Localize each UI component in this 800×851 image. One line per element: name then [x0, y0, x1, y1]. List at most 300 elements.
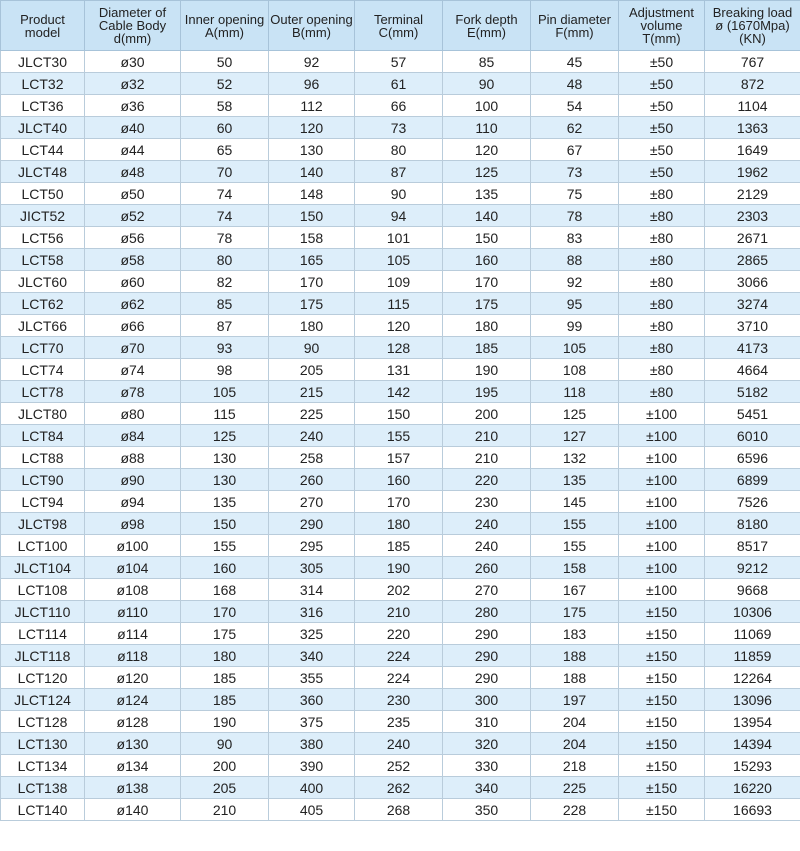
cell-terminal: 94 — [355, 205, 443, 227]
table-row — [1, 293, 800, 315]
header-product-model: Product model — [1, 1, 85, 51]
cell-product-model: LCT140 — [1, 799, 85, 821]
cell-inner-opening: 50 — [181, 51, 269, 73]
cell-pin-diameter: 78 — [531, 205, 619, 227]
cell-pin-diameter: 67 — [531, 139, 619, 161]
cell-outer-opening: 240 — [269, 425, 355, 447]
cell-adjustment-volume: ±80 — [619, 205, 705, 227]
table-row — [1, 469, 800, 491]
cell-inner-opening: 155 — [181, 535, 269, 557]
cell-outer-opening: 175 — [269, 293, 355, 315]
cell-terminal: 220 — [355, 623, 443, 645]
cell-adjustment-volume: ±80 — [619, 271, 705, 293]
cell-adjustment-volume: ±80 — [619, 337, 705, 359]
cell-terminal: 61 — [355, 73, 443, 95]
cell-terminal: 190 — [355, 557, 443, 579]
cell-fork-depth: 280 — [443, 601, 531, 623]
cell-breaking-load: 12264 — [705, 667, 800, 689]
cell-outer-opening: 96 — [269, 73, 355, 95]
cell-inner-opening: 74 — [181, 205, 269, 227]
cell-fork-depth: 240 — [443, 535, 531, 557]
cell-terminal: 142 — [355, 381, 443, 403]
cell-pin-diameter: 158 — [531, 557, 619, 579]
cell-breaking-load: 8180 — [705, 513, 800, 535]
table-row — [1, 403, 800, 425]
cell-breaking-load: 3274 — [705, 293, 800, 315]
cell-breaking-load: 4664 — [705, 359, 800, 381]
cell-pin-diameter: 118 — [531, 381, 619, 403]
cell-fork-depth: 175 — [443, 293, 531, 315]
cell-terminal: 185 — [355, 535, 443, 557]
table-row — [1, 645, 800, 667]
cell-outer-opening: 130 — [269, 139, 355, 161]
cell-inner-opening: 90 — [181, 733, 269, 755]
cell-cable-diameter: ø118 — [85, 645, 181, 667]
cell-cable-diameter: ø90 — [85, 469, 181, 491]
cell-adjustment-volume: ±80 — [619, 183, 705, 205]
cell-adjustment-volume: ±50 — [619, 117, 705, 139]
cell-adjustment-volume: ±100 — [619, 535, 705, 557]
cell-cable-diameter: ø124 — [85, 689, 181, 711]
cell-inner-opening: 65 — [181, 139, 269, 161]
cell-product-model: LCT88 — [1, 447, 85, 469]
cell-adjustment-volume: ±150 — [619, 799, 705, 821]
cell-product-model: JLCT98 — [1, 513, 85, 535]
cell-fork-depth: 190 — [443, 359, 531, 381]
cell-pin-diameter: 99 — [531, 315, 619, 337]
cell-fork-depth: 330 — [443, 755, 531, 777]
cell-breaking-load: 5182 — [705, 381, 800, 403]
cell-adjustment-volume: ±80 — [619, 359, 705, 381]
cell-breaking-load: 2671 — [705, 227, 800, 249]
cell-adjustment-volume: ±50 — [619, 95, 705, 117]
cell-pin-diameter: 167 — [531, 579, 619, 601]
cell-pin-diameter: 204 — [531, 733, 619, 755]
table-row — [1, 381, 800, 403]
table-row — [1, 799, 800, 821]
cell-pin-diameter: 62 — [531, 117, 619, 139]
cell-fork-depth: 320 — [443, 733, 531, 755]
cell-adjustment-volume: ±150 — [619, 689, 705, 711]
cell-breaking-load: 11069 — [705, 623, 800, 645]
table-body — [1, 51, 800, 821]
cell-inner-opening: 185 — [181, 667, 269, 689]
cell-product-model: JLCT124 — [1, 689, 85, 711]
cell-terminal: 235 — [355, 711, 443, 733]
cell-product-model: LCT36 — [1, 95, 85, 117]
cell-adjustment-volume: ±50 — [619, 161, 705, 183]
cell-terminal: 262 — [355, 777, 443, 799]
cell-outer-opening: 148 — [269, 183, 355, 205]
cell-pin-diameter: 108 — [531, 359, 619, 381]
cell-pin-diameter: 228 — [531, 799, 619, 821]
table-row — [1, 51, 800, 73]
cell-terminal: 224 — [355, 645, 443, 667]
cell-inner-opening: 130 — [181, 447, 269, 469]
cell-pin-diameter: 183 — [531, 623, 619, 645]
cell-product-model: JICT52 — [1, 205, 85, 227]
cell-outer-opening: 316 — [269, 601, 355, 623]
cell-pin-diameter: 45 — [531, 51, 619, 73]
cell-adjustment-volume: ±150 — [619, 623, 705, 645]
cell-cable-diameter: ø44 — [85, 139, 181, 161]
cell-pin-diameter: 204 — [531, 711, 619, 733]
header-breaking-load: Breaking load ø (1670Mpa) (KN) — [705, 1, 800, 51]
cell-inner-opening: 150 — [181, 513, 269, 535]
cell-cable-diameter: ø138 — [85, 777, 181, 799]
cell-cable-diameter: ø128 — [85, 711, 181, 733]
cell-cable-diameter: ø88 — [85, 447, 181, 469]
cell-terminal: 131 — [355, 359, 443, 381]
cell-cable-diameter: ø78 — [85, 381, 181, 403]
cell-pin-diameter: 125 — [531, 403, 619, 425]
cell-outer-opening: 295 — [269, 535, 355, 557]
cell-terminal: 105 — [355, 249, 443, 271]
cell-adjustment-volume: ±100 — [619, 425, 705, 447]
cell-cable-diameter: ø130 — [85, 733, 181, 755]
cell-outer-opening: 92 — [269, 51, 355, 73]
table-row — [1, 337, 800, 359]
table-row — [1, 227, 800, 249]
cell-breaking-load: 3066 — [705, 271, 800, 293]
cell-product-model: LCT94 — [1, 491, 85, 513]
cell-adjustment-volume: ±150 — [619, 711, 705, 733]
cell-outer-opening: 305 — [269, 557, 355, 579]
cell-breaking-load: 16693 — [705, 799, 800, 821]
cell-cable-diameter: ø84 — [85, 425, 181, 447]
cell-pin-diameter: 225 — [531, 777, 619, 799]
cell-breaking-load: 1363 — [705, 117, 800, 139]
cell-cable-diameter: ø36 — [85, 95, 181, 117]
cell-inner-opening: 130 — [181, 469, 269, 491]
cell-inner-opening: 70 — [181, 161, 269, 183]
cell-pin-diameter: 175 — [531, 601, 619, 623]
cell-breaking-load: 872 — [705, 73, 800, 95]
cell-outer-opening: 180 — [269, 315, 355, 337]
cell-outer-opening: 270 — [269, 491, 355, 513]
cell-fork-depth: 270 — [443, 579, 531, 601]
cell-fork-depth: 110 — [443, 117, 531, 139]
cell-product-model: LCT100 — [1, 535, 85, 557]
cell-product-model: LCT32 — [1, 73, 85, 95]
cell-pin-diameter: 105 — [531, 337, 619, 359]
cell-pin-diameter: 88 — [531, 249, 619, 271]
cell-pin-diameter: 95 — [531, 293, 619, 315]
cell-adjustment-volume: ±50 — [619, 73, 705, 95]
cell-outer-opening: 158 — [269, 227, 355, 249]
cell-pin-diameter: 48 — [531, 73, 619, 95]
cell-cable-diameter: ø40 — [85, 117, 181, 139]
table-row — [1, 359, 800, 381]
header-inner-opening: Inner opening A(mm) — [181, 1, 269, 51]
cell-product-model: LCT50 — [1, 183, 85, 205]
header-fork-depth: Fork depth E(mm) — [443, 1, 531, 51]
cell-inner-opening: 105 — [181, 381, 269, 403]
cell-inner-opening: 160 — [181, 557, 269, 579]
table-row — [1, 557, 800, 579]
cell-inner-opening: 52 — [181, 73, 269, 95]
cell-fork-depth: 170 — [443, 271, 531, 293]
cell-product-model: LCT84 — [1, 425, 85, 447]
cell-cable-diameter: ø104 — [85, 557, 181, 579]
cell-adjustment-volume: ±100 — [619, 513, 705, 535]
cell-inner-opening: 190 — [181, 711, 269, 733]
cell-fork-depth: 135 — [443, 183, 531, 205]
cell-cable-diameter: ø110 — [85, 601, 181, 623]
cell-breaking-load: 1104 — [705, 95, 800, 117]
cell-outer-opening: 325 — [269, 623, 355, 645]
cell-inner-opening: 80 — [181, 249, 269, 271]
cell-inner-opening: 58 — [181, 95, 269, 117]
cell-terminal: 230 — [355, 689, 443, 711]
cell-outer-opening: 170 — [269, 271, 355, 293]
cell-adjustment-volume: ±150 — [619, 667, 705, 689]
cell-breaking-load: 2865 — [705, 249, 800, 271]
table-row — [1, 95, 800, 117]
cell-terminal: 240 — [355, 733, 443, 755]
cell-fork-depth: 310 — [443, 711, 531, 733]
cell-cable-diameter: ø114 — [85, 623, 181, 645]
cell-cable-diameter: ø80 — [85, 403, 181, 425]
cell-breaking-load: 2303 — [705, 205, 800, 227]
cell-outer-opening: 90 — [269, 337, 355, 359]
table-row — [1, 491, 800, 513]
cell-outer-opening: 380 — [269, 733, 355, 755]
table-row — [1, 711, 800, 733]
cell-fork-depth: 230 — [443, 491, 531, 513]
cell-inner-opening: 205 — [181, 777, 269, 799]
cell-pin-diameter: 197 — [531, 689, 619, 711]
cell-pin-diameter: 155 — [531, 535, 619, 557]
cell-adjustment-volume: ±100 — [619, 557, 705, 579]
cell-fork-depth: 210 — [443, 447, 531, 469]
cell-product-model: LCT108 — [1, 579, 85, 601]
cell-fork-depth: 290 — [443, 623, 531, 645]
table-row — [1, 183, 800, 205]
cell-inner-opening: 175 — [181, 623, 269, 645]
cell-product-model: JLCT80 — [1, 403, 85, 425]
cell-adjustment-volume: ±50 — [619, 51, 705, 73]
cell-fork-depth: 85 — [443, 51, 531, 73]
header-row — [1, 1, 800, 51]
cell-adjustment-volume: ±80 — [619, 227, 705, 249]
cell-outer-opening: 360 — [269, 689, 355, 711]
cell-inner-opening: 82 — [181, 271, 269, 293]
cell-pin-diameter: 73 — [531, 161, 619, 183]
cell-fork-depth: 160 — [443, 249, 531, 271]
cell-terminal: 155 — [355, 425, 443, 447]
cell-product-model: JLCT110 — [1, 601, 85, 623]
cell-cable-diameter: ø66 — [85, 315, 181, 337]
cell-inner-opening: 87 — [181, 315, 269, 337]
cell-cable-diameter: ø58 — [85, 249, 181, 271]
cell-product-model: LCT70 — [1, 337, 85, 359]
cell-outer-opening: 355 — [269, 667, 355, 689]
cell-terminal: 252 — [355, 755, 443, 777]
cell-terminal: 157 — [355, 447, 443, 469]
cell-fork-depth: 340 — [443, 777, 531, 799]
cell-pin-diameter: 188 — [531, 667, 619, 689]
header-adjustment-volume: Adjustment volume T(mm) — [619, 1, 705, 51]
cell-breaking-load: 13096 — [705, 689, 800, 711]
table-row — [1, 117, 800, 139]
cell-adjustment-volume: ±100 — [619, 469, 705, 491]
cell-breaking-load: 8517 — [705, 535, 800, 557]
cell-inner-opening: 74 — [181, 183, 269, 205]
table-row — [1, 535, 800, 557]
cell-product-model: LCT128 — [1, 711, 85, 733]
cell-pin-diameter: 92 — [531, 271, 619, 293]
cell-fork-depth: 290 — [443, 645, 531, 667]
cell-fork-depth: 90 — [443, 73, 531, 95]
cell-inner-opening: 125 — [181, 425, 269, 447]
cell-cable-diameter: ø100 — [85, 535, 181, 557]
table-row — [1, 777, 800, 799]
cell-product-model: LCT58 — [1, 249, 85, 271]
cell-pin-diameter: 188 — [531, 645, 619, 667]
cell-terminal: 210 — [355, 601, 443, 623]
cell-outer-opening: 340 — [269, 645, 355, 667]
cell-terminal: 101 — [355, 227, 443, 249]
cell-pin-diameter: 132 — [531, 447, 619, 469]
cell-inner-opening: 200 — [181, 755, 269, 777]
cell-fork-depth: 210 — [443, 425, 531, 447]
cell-pin-diameter: 83 — [531, 227, 619, 249]
cell-fork-depth: 290 — [443, 667, 531, 689]
cell-outer-opening: 400 — [269, 777, 355, 799]
cell-product-model: LCT62 — [1, 293, 85, 315]
cell-breaking-load: 10306 — [705, 601, 800, 623]
cell-breaking-load: 5451 — [705, 403, 800, 425]
table-row — [1, 733, 800, 755]
cell-product-model: LCT74 — [1, 359, 85, 381]
cell-fork-depth: 240 — [443, 513, 531, 535]
cell-terminal: 160 — [355, 469, 443, 491]
cell-product-model: LCT90 — [1, 469, 85, 491]
cell-outer-opening: 140 — [269, 161, 355, 183]
cell-cable-diameter: ø52 — [85, 205, 181, 227]
cell-pin-diameter: 75 — [531, 183, 619, 205]
cell-cable-diameter: ø48 — [85, 161, 181, 183]
cell-outer-opening: 215 — [269, 381, 355, 403]
cell-product-model: JLCT40 — [1, 117, 85, 139]
cell-cable-diameter: ø50 — [85, 183, 181, 205]
header-terminal: Terminal C(mm) — [355, 1, 443, 51]
cell-cable-diameter: ø108 — [85, 579, 181, 601]
cell-product-model: LCT56 — [1, 227, 85, 249]
cell-breaking-load: 9668 — [705, 579, 800, 601]
cell-adjustment-volume: ±150 — [619, 645, 705, 667]
cell-breaking-load: 4173 — [705, 337, 800, 359]
cell-cable-diameter: ø62 — [85, 293, 181, 315]
cell-breaking-load: 1962 — [705, 161, 800, 183]
cell-fork-depth: 100 — [443, 95, 531, 117]
cell-product-model: LCT130 — [1, 733, 85, 755]
cell-pin-diameter: 218 — [531, 755, 619, 777]
cell-adjustment-volume: ±150 — [619, 733, 705, 755]
cell-outer-opening: 290 — [269, 513, 355, 535]
cell-fork-depth: 125 — [443, 161, 531, 183]
cell-inner-opening: 78 — [181, 227, 269, 249]
cell-pin-diameter: 135 — [531, 469, 619, 491]
cell-breaking-load: 1649 — [705, 139, 800, 161]
cell-outer-opening: 165 — [269, 249, 355, 271]
cell-fork-depth: 120 — [443, 139, 531, 161]
cell-adjustment-volume: ±150 — [619, 777, 705, 799]
cell-pin-diameter: 155 — [531, 513, 619, 535]
cell-product-model: JLCT48 — [1, 161, 85, 183]
cell-cable-diameter: ø74 — [85, 359, 181, 381]
cell-product-model: LCT114 — [1, 623, 85, 645]
cell-inner-opening: 170 — [181, 601, 269, 623]
cell-terminal: 115 — [355, 293, 443, 315]
cell-adjustment-volume: ±100 — [619, 579, 705, 601]
cell-terminal: 128 — [355, 337, 443, 359]
cell-fork-depth: 300 — [443, 689, 531, 711]
cell-outer-opening: 120 — [269, 117, 355, 139]
cell-breaking-load: 15293 — [705, 755, 800, 777]
cell-outer-opening: 314 — [269, 579, 355, 601]
cell-product-model: LCT134 — [1, 755, 85, 777]
cell-terminal: 150 — [355, 403, 443, 425]
table-row — [1, 667, 800, 689]
cell-terminal: 202 — [355, 579, 443, 601]
cell-terminal: 87 — [355, 161, 443, 183]
table-row — [1, 689, 800, 711]
cell-adjustment-volume: ±50 — [619, 139, 705, 161]
cell-adjustment-volume: ±100 — [619, 491, 705, 513]
header-pin-diameter: Pin diameter F(mm) — [531, 1, 619, 51]
cell-pin-diameter: 127 — [531, 425, 619, 447]
cell-breaking-load: 14394 — [705, 733, 800, 755]
cell-terminal: 268 — [355, 799, 443, 821]
table-row — [1, 755, 800, 777]
cell-cable-diameter: ø98 — [85, 513, 181, 535]
table-row — [1, 447, 800, 469]
cell-terminal: 109 — [355, 271, 443, 293]
cell-adjustment-volume: ±100 — [619, 403, 705, 425]
cell-inner-opening: 98 — [181, 359, 269, 381]
table-row — [1, 271, 800, 293]
cell-outer-opening: 225 — [269, 403, 355, 425]
cell-adjustment-volume: ±80 — [619, 293, 705, 315]
table-row — [1, 73, 800, 95]
table-row — [1, 513, 800, 535]
cell-outer-opening: 390 — [269, 755, 355, 777]
cell-product-model: JLCT60 — [1, 271, 85, 293]
cell-breaking-load: 767 — [705, 51, 800, 73]
cell-fork-depth: 200 — [443, 403, 531, 425]
cell-outer-opening: 260 — [269, 469, 355, 491]
cell-inner-opening: 115 — [181, 403, 269, 425]
cell-fork-depth: 220 — [443, 469, 531, 491]
cell-fork-depth: 260 — [443, 557, 531, 579]
cell-terminal: 57 — [355, 51, 443, 73]
cell-terminal: 66 — [355, 95, 443, 117]
cell-product-model: JLCT104 — [1, 557, 85, 579]
cell-inner-opening: 135 — [181, 491, 269, 513]
cell-product-model: LCT78 — [1, 381, 85, 403]
header-outer-opening: Outer opening B(mm) — [269, 1, 355, 51]
table-row — [1, 425, 800, 447]
cell-inner-opening: 210 — [181, 799, 269, 821]
cell-product-model: LCT138 — [1, 777, 85, 799]
cell-fork-depth: 185 — [443, 337, 531, 359]
cell-adjustment-volume: ±150 — [619, 755, 705, 777]
cell-breaking-load: 9212 — [705, 557, 800, 579]
cell-inner-opening: 168 — [181, 579, 269, 601]
cell-outer-opening: 205 — [269, 359, 355, 381]
